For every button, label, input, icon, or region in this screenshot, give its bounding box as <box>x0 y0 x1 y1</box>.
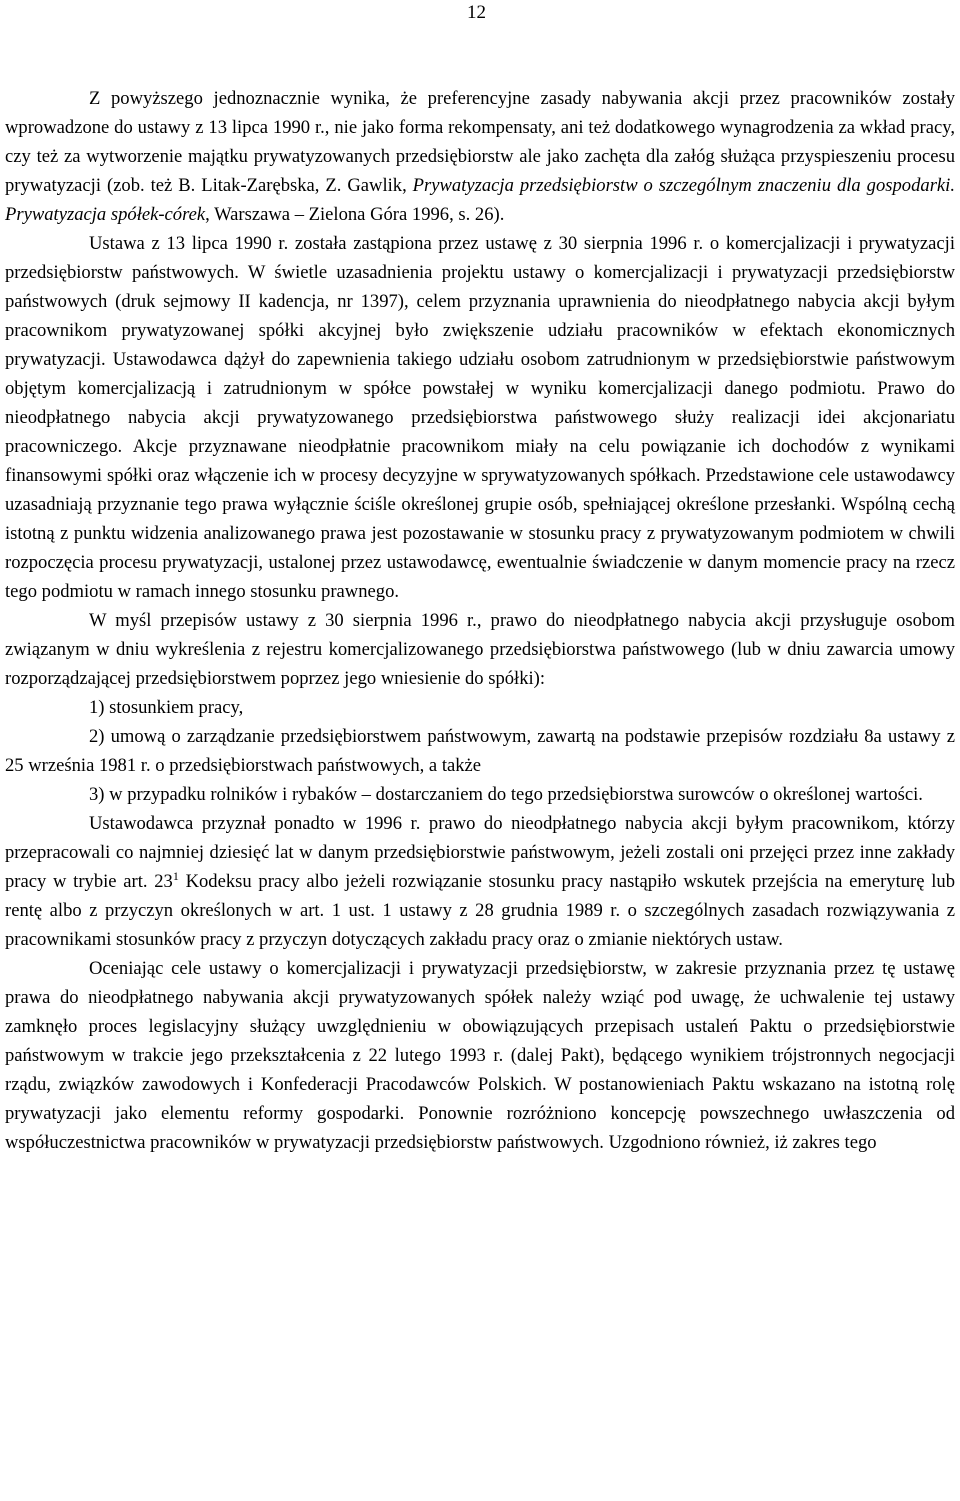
paragraph-2: Ustawa z 13 lipca 1990 r. została zastąpiona przez ustawę z 30 sierpnia 1996 r. o komercjalizacji i prywatyzacji przedsiębiorstw państwowych. W świetle uzasadnienia projektu ustawy o komercjalizacji i prywatyzacji przedsiębiorstw państwowych (druk sejmowy II kadencja, nr 1397), celem przyznania uprawnienia do nieodpłatnego nabycia akcji byłym pracownikom prywatyzowanej spółki akcyjnej było zwiększenie udziału pracowników w efektach ekonomicznych prywatyzacji. Ustawodawca dążył do zapewnienia takiego udziału osobom zatrudnionym w przedsiębiorstwie państwowym objętym komercjalizacją i zatrudnionym w spółce powstałej w wyniku komercjalizacji danego podmiotu. Prawo do nieodpłatnego nabycia akcji prywatyzowanego przedsiębiorstwa państwowego służy realizacji idei akcjonariatu pracowniczego. Akcje przyznawane nieodpłatnie pracownikom miały na celu powiązanie ich dochodów z wynikami finansowymi spółki oraz włączenie ich w procesy decyzyjne w sprywatyzowanych spółkach. Przedstawione cele ustawodawcy uzasadniają przyznanie tego prawa wyłącznie ściśle określonej grupie osób, spełniającej określone przesłanki. Wspólną cechą istotną z punktu widzenia analizowanego prawa jest pozostawanie w stosunku pracy z prywatyzowanym podmiotem w chwili rozpoczęcia procesu prywatyzacji, ustalonej przez ustawodawcę, ewentualnie świadczenie w danym momencie pracy na rzecz tego podmiotu w ramach innego stosunku prawnego. <box>5 233 955 602</box>
list-item: 3) w przypadku rolników i rybaków – dostarczaniem do tego przedsiębiorstwa surowców o określonej wartości. <box>89 784 923 805</box>
cited-title: Prywatyzacja przedsiębiorstw o szczególnym znaczeniu dla gospodarki. Prywatyzacja spółek-córek <box>5 175 955 225</box>
list-item: 2) umową o zarządzanie przedsiębiorstwem państwowym, zawartą na podstawie przepisów rozdziału 8a ustawy z 25 września 1981 r. o przedsiębiorstwach państwowych, a także <box>5 726 955 776</box>
page-number: 12 <box>467 2 486 23</box>
article-superscript: 1 <box>172 869 179 883</box>
paragraph-5: Oceniając cele ustawy o komercjalizacji i prywatyzacji przedsiębiorstw, w zakresie przyznania przez tę ustawę prawa do nieodpłatnego nabywania akcji prywatyzowanych spółek należy wziąć pod uwagę, że uchwalenie tej ustawy zamknęło proces legislacyjny służący uwzględnieniu w obowiązujących przepisach ustaleń Paktu o przedsiębiorstwie państwowym w trakcie jego przekształcenia z 22 lutego 1993 r. (dalej Pakt), będącego wynikiem trójstronnych negocjacji rządu, związków zawodowych i Konfederacji Pracodawców Polskich. W postanowieniach Paktu wskazano na istotną rolę prywatyzacji jako elementu reformy gospodarki. Ponownie rozróżniono koncepcję powszechnego uwłaszczenia od współuczestnictwa pracowników w prywatyzacji przedsiębiorstw państwowych. Uzgodniono również, iż zakres tego <box>5 958 955 1153</box>
paragraph-4-text-continued: Kodeksu pracy albo jeżeli rozwiązanie stosunku pracy nastąpiło wskutek przejścia na emeryturę lub rentę albo z przyczyn określonych w art. 1 ust. 1 ustawy z 28 grudnia 1989 r. o szczególnych zasadach rozwiązywania z pracownikami stosunków pracy z przyczyn dotyczących zakładu pracy oraz o zmianie niektórych ustaw. <box>5 871 955 950</box>
paragraph-4-text: Ustawodawca przyznał ponadto w 1996 r. prawo do nieodpłatnego nabycia akcji byłym pracownikom, którzy przepracowali co najmniej dziesięć lat w danym przedsiębiorstwie państwowym, jeżeli zostali oni przejęci przez inne zakłady pracy w trybie art. 23 <box>5 813 955 892</box>
paragraph-4 <box>5 809 955 954</box>
document-body <box>5 84 955 1157</box>
paragraph-1 <box>5 84 955 229</box>
paragraph-1-text: Z powyższego jednoznacznie wynika, że preferencyjne zasady nabywania akcji przez pracowników zostały wprowadzone do ustawy z 13 lipca 1990 r., nie jako forma rekompensaty, ani też dodatkowego wynagrodzenia za wkład pracy, czy też za wytworzenie majątku prywatyzowanych przedsiębiorstw ale jako zachęta dla załóg służąca przyspieszeniu procesu prywatyzacji (zob. też B. Litak-Zarębska, Z. Gawlik, <box>5 88 955 196</box>
paragraph-3: W myśl przepisów ustawy z 30 sierpnia 1996 r., prawo do nieodpłatnego nabycia akcji przysługuje osobom związanym w dniu wykreślenia z rejestru komercjalizowanego przedsiębiorstwa państwowego (lub w dniu zawarcia umowy rozporządzającej przedsiębiorstwem poprzez jego wniesienie do spółki): <box>5 610 955 689</box>
list-item: 1) stosunkiem pracy, <box>89 697 244 718</box>
paragraph-1-citation-end: , Warszawa – Zielona Góra 1996, s. 26). <box>205 204 505 225</box>
